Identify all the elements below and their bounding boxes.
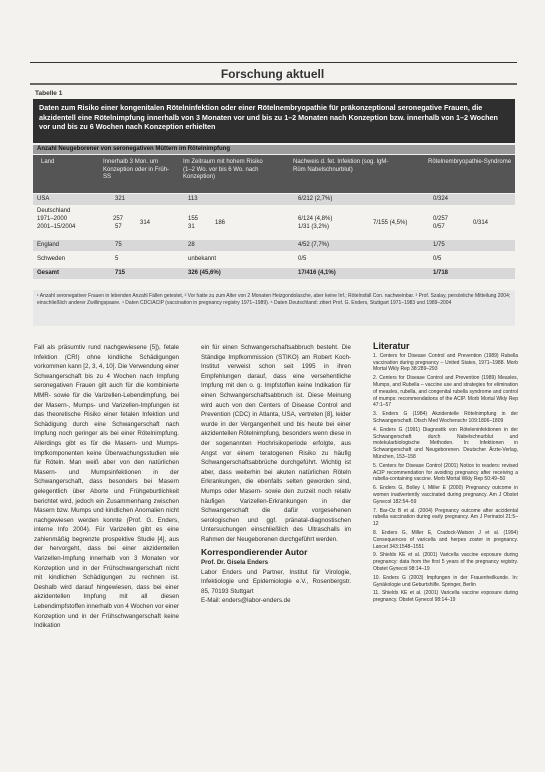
reference-item: 4. Enders G (1991) Diagnostik von Röteleninfektionen in der Schwangerschaft durch Nabelschnurblut und molekularbiologische Methoden. In: Infektionen in Schwangerschaft und Neugeborenen. Deutscher Ärzte-Verlag, München, 153–158 bbox=[373, 426, 518, 460]
body-column-1: Fall als präsumtiv rund nachgewiesene [5]), fetale Infektion (CRI) ohne kindliche Schädigungen vorkommen kann [2, 3, 4, 10]. Die Verwendung einer Schwangerschaft bis zu 4 Wochen nach Impfung seronegativen Frauen gilt auch für die kombinierte MMR- sowie für die Varizellen-Lebendimpfung, bei der Masern-, Mumps- und Varizellen-Impfungen ist das theoretische Risiko einer fetalen Infektion und Schädigung durch eine Schwangerschaft nach Impfung noch geringer als bei einer Rötelnimpfung. Allerdings gibt es für die Masern- und Mumps-Impfkomponenten keine Überwachungsstudien wie für Röteln. Man weiß aber von den natürlichen Masern- und Mumpsinfektionen in der Schwangerschaft, dass besonders bei Masern gelegentlich über Aborte und Frühgeburtlichkeit berichtet wird, jedoch ein Zusammenhang zwischen Masern bzw. Mumps und kindlichen Anomalien nicht nachgewiesen werden konnte (Prof. G. Enders, interne Info 2004). Für Varizellen gibt es eine zahlenmäßig begrenzte prospektive Studie [4], aus der hervorgeht, dass bei einer akzidentellen Varizellen-Impfung innerhalb von 3 Monaten vor Konzeption und in der Frühschwangerschaft nicht mit kindlichen Schädigungen zu rechnen ist. Deshalb wird darauf hingewiesen, dass bei einer akzidentellen Impfung mit all diesen Lebendimpfstoffen innerhalb von 4 Wochen vor einer Konzeption und in der Frühschwangerschaft keine Indikation bbox=[34, 344, 179, 630]
table-subheader: Anzahl Neugeborener von seronegativen Müttern im Rötelnimpfung bbox=[33, 145, 515, 154]
reference-item: 6. Enders G, Bolley I, Miller E (2000) Pregnancy outcome in women inadvertently vaccinated during pregnancy. Am J Obstet Gynecol 182:54–59 bbox=[373, 485, 518, 505]
table-row: Deutschland 1971–2000 2001–15/2004 257 57 314 155 31 186 6/124 (4,8%) 1/31 (3,2%) 7/155 (4,5%) 0/257 0/57 0/314 bbox=[37, 208, 489, 230]
literature-list bbox=[373, 353, 518, 604]
reference-item: 2. Centers for Disease Control and Prevention (1989) Measles, Mumps, and Rubella – vaccine use and strategies for elimination of measles, rubella, and congenital rubella syndrome and control of mumps: recommendations of the ACIP. Morb Mortal Wkly Rep 47:1–57 bbox=[373, 375, 518, 409]
header-rule bbox=[30, 83, 517, 85]
column-header: Innerhalb 3 Mon. um Konzeption oder in Früh-SS bbox=[103, 159, 170, 180]
reference-item: 7. Bar-Oz B et al. (2004) Pregnancy outcome after accidental rubella vaccination during early pregnancy. Am J Perinatol 21:5–12 bbox=[373, 507, 518, 528]
author-email: E-Mail: enders@labor-enders.de bbox=[201, 597, 291, 605]
table-footnote: ¹ Anzahl seronegativer Frauen in lebenden Anzahl Fällen getestet, ² Vor hatte zu zum Alter von 2 Monaten Heizgondolasche, aber keine Inf.; Rötelnsfall Con. nachweinbar. ³ Prof. Szalay, persönliche Mitteilung 2004; einschließlich anderer Zwillingspaare. ⁴ Daten CDC/ACIP (vaccination in pregnancy registry 1971–1989). ⁵ Daten Deutschland: zitiert Prof. G. Enders, Stuttgart 1971–1983 und 1989–2004 bbox=[33, 290, 515, 326]
reference-item: 3. Enders G (1984) Akzidentelle Rötelnimpfung in der Schwangerschaft. Dtsch Med Wochenschr 109:1806–1809 bbox=[373, 411, 518, 424]
table-row: USA 321 113 6/212 (2,7%) 0/324 bbox=[33, 194, 515, 205]
body-text: ein für einen Schwangerschaftsabbruch besteht. Die Ständige Impfkommission (STIKO) am Robert Koch-Institut verweist schon seit 1995 in ihren Empfehlungen darauf, dass eine versehentliche Impfung mit den o. g. Impfstoffen keine Indikation für einen Schwangerschaftsabbruch ist. Diese Meinung wird auch von den Centers of Disease Control and Prevention (CDC) in Atlanta, USA, vertreten [8], leider wurde in der Vergangenheit und bis heute bei einer akzidentellen Rötelnimpfung, besonders wenn diese in der sogenannten Hochrisikoperiode erfolgte, aus Angst vor einem teratogenen Risiko zu häufig Schwangerschaftsabbrüche durchgeführt. Wichtig ist aber, dass weiterhin bei akuten natürlichen Röteln Erkrankungen, die ebenfalls selten geworden sind, Mumps oder Masern- sowie den zurzeit noch relativ häufigen Varizellen-Erkrankungen in der Schwangerschaft die dafür vorgesehenen serologischen und ggf. pränatal-diagnostischen Untersuchungen einschließlich des Ultraschalls im Rahmen der Neugeborenen durchgeführt werden. bbox=[201, 344, 351, 543]
reference-item: 10. Enders G (2003) Impfungen in der Frauenheilkunde. In: Gynäkologie und Geburtshilfe. Springer, Berlin bbox=[373, 574, 518, 588]
reference-item: 1. Centers for Disease Control and Prevention (1989) Rubella vaccination during pregnancy – United States, 1971–1988. Morb Mortal Wkly Rep 38:289–293 bbox=[373, 352, 518, 373]
top-rule bbox=[30, 62, 517, 63]
table-row: Schweden 5 unbekannt 0/5 0/5 bbox=[37, 256, 442, 262]
reference-item: 9. Shields KE et al. (2001) Varicella vaccine exposure during pregnancy: data from the first 5 years of the pregnancy registry. Obstet Gynecol 98:14–19 bbox=[373, 552, 518, 572]
table-row: England 75 28 4/52 (7,7%) 1/75 bbox=[33, 240, 515, 251]
reference-item: 8. Enders G, Miller E, Cradock-Watson J et al. (1994) Consequences of varicella and herpes zoster in pregnancy. Lancet 343:1548–1551 bbox=[373, 529, 518, 550]
column-header: Land bbox=[41, 159, 55, 165]
table-header bbox=[33, 155, 515, 193]
author-name: Prof. Dr. Gisela Enders bbox=[201, 559, 269, 567]
table-label: Tabelle 1 bbox=[35, 90, 63, 97]
correspondence-title: Korrespondierender Autor bbox=[201, 547, 308, 558]
table-caption: Daten zum Risiko einer kongenitalen Rötelninfektion oder einer Rötelnembryopathie für präkonzeptional seronegative Frauen, die akzidentell eine Rötelnimpfung innerhalb von 3 Monaten vor und bis zu 1–2 Monaten nach Konzeption bzw. innerhalb von 1–2 Wochen vor und bis zu 6 Wochen nach Konzeption erhielten bbox=[33, 99, 515, 143]
column-header: Rötelnembryopathie-Syndrome bbox=[428, 159, 512, 165]
reference-item: 5. Centers for Disease Control (2001) Notice to readers: revised ACIP recommendation for avoiding pregnancy after receiving a rubella-containing vaccine. Morb Mortal Wkly Rep 50:49–50 bbox=[373, 462, 518, 483]
literature-column bbox=[373, 343, 518, 606]
column-header: Im Zeitraum mit hohem Risiko (1–2 Wo. vor bis 6 Wo. nach Konzeption) bbox=[183, 159, 263, 180]
column-header: Nachweis d. fet. Infektion (sog. lgM-Rüm Nabelschnurblut) bbox=[293, 159, 389, 173]
reference-item: 11. Shields KE et al. (2001) Varicella vaccine exposure during pregnancy. Obstet Gynecol 98:14–19 bbox=[373, 590, 518, 604]
section-header: Forschung aktuell bbox=[220, 67, 325, 81]
author-affiliation: Labor Enders und Partner, Institut für Virologie, Infektiologie und Epidemiologie e.V., Rosenbergstr. 85, 70193 Stuttgart bbox=[201, 568, 351, 595]
literature-title: Literatur bbox=[373, 341, 410, 351]
body-column-2 bbox=[201, 343, 351, 606]
table-row: Gesamt 715 326 (45,6%) 17/416 (4,1%) 1/718 bbox=[33, 268, 515, 279]
